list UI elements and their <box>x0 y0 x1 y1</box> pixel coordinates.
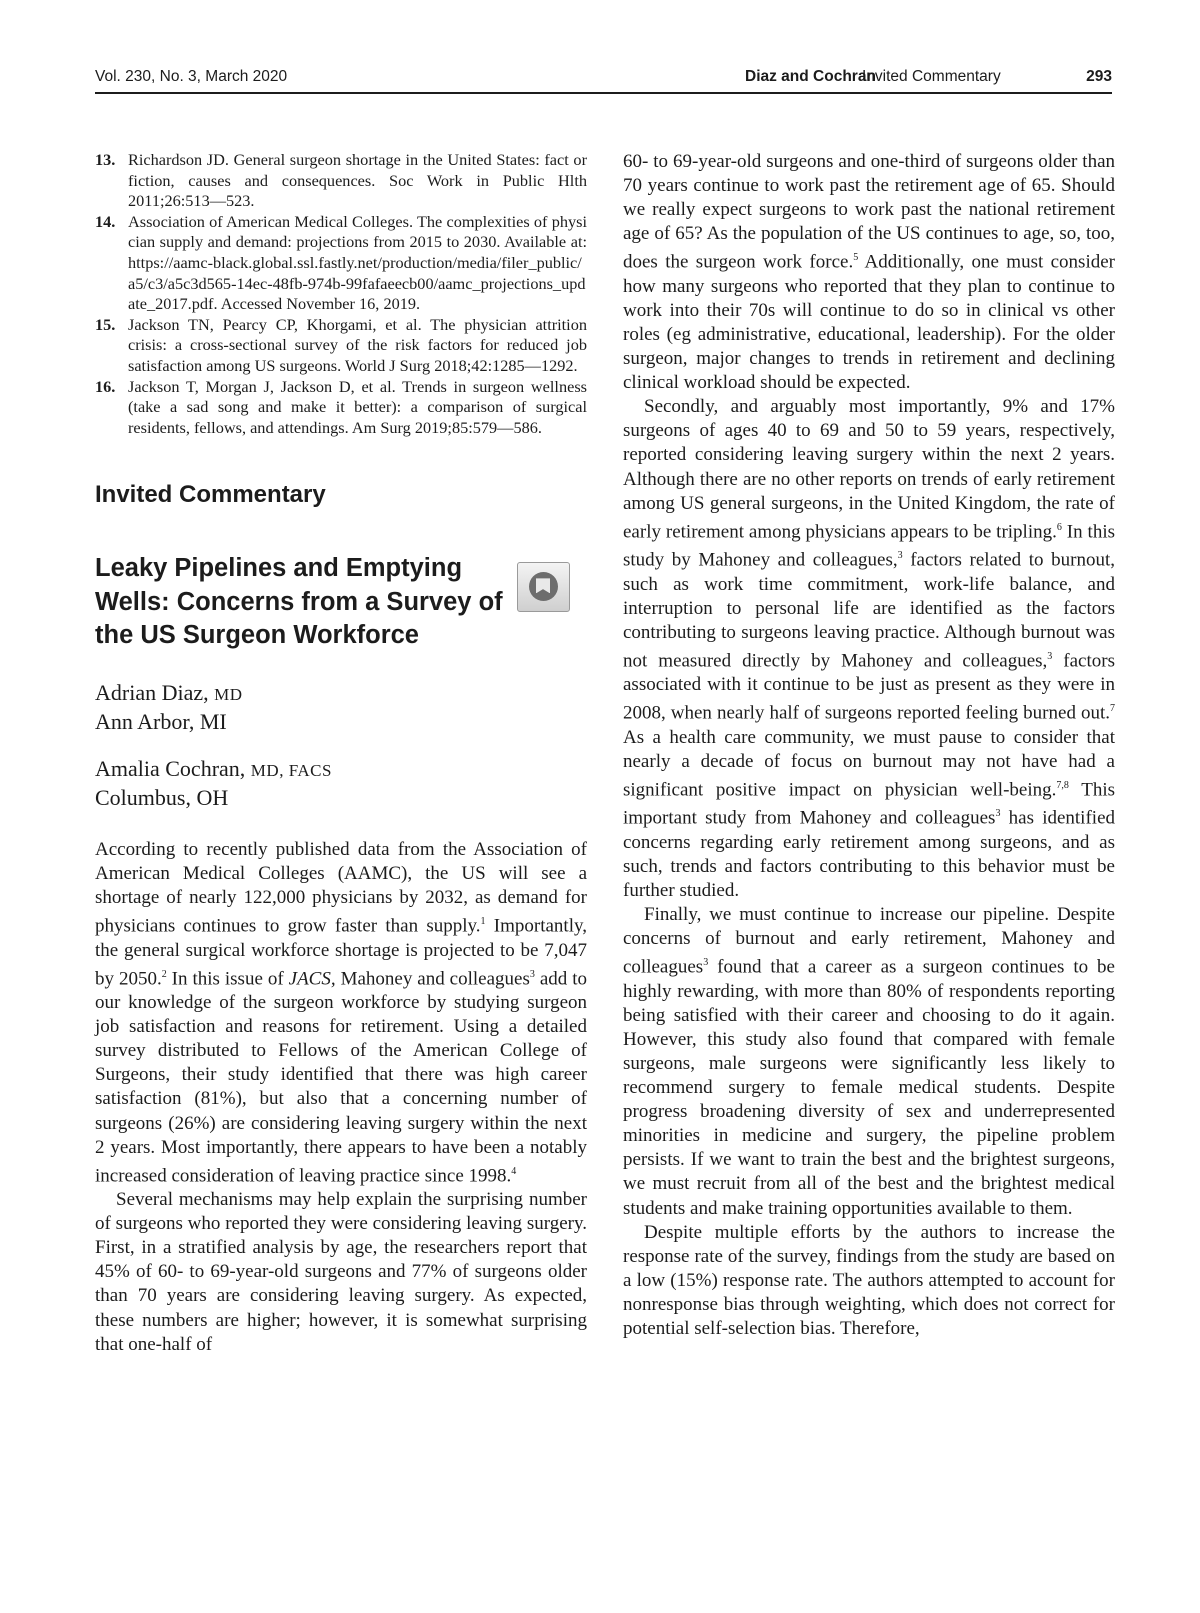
reference-item <box>95 150 587 212</box>
section-heading: Invited Commentary <box>95 481 326 509</box>
header-section: Invited Commentary <box>862 68 1001 85</box>
reference-list <box>95 150 587 438</box>
author-location: Ann Arbor, MI <box>95 709 227 735</box>
body-paragraph: 60- to 69-year-old surgeons and one-third of surgeons older than 70 years continue to work past the retirement age of 65. Should we really expect surgeons to work past the national retirement age of 65? As the population of the US continues to age, so, too, does the surgeon work force.$^5$ Additionally, one must consider how many surgeons who reported that they plan to continue to work into their 70s will continue to do so in clinical vs other roles (eg administrative, educational, leadership). For the older surgeon, major changes to trends in retirement and declining clinical workload should be expected. <box>623 151 1115 394</box>
author-block <box>95 755 587 812</box>
citation-superscript: 3 <box>529 968 535 980</box>
body-paragraph: Secondly, and arguably most importantly, 9% and 17% surgeons of ages 40 to 69 and 50 to 59 years, respectively, reported considering leaving surgery within the next 2 years. Although there are no other reports on trends of early retirement among US general surgeons, in the United Kingdom, the rate of early retirement among physicians appears to be tripling.$^6$ In this study by Mahoney and colleagues,$^3$ factors related to burnout, such as work time commitment, work-life balance, and interruption to personal life are identified as the factors contributing to surgeons leaving practice. Although burnout was not measured directly by Mahoney and colleagues,$^3$ factors associated with it continue to be just as present as they were in 2008, when nearly half of surgeons reported feeling burned out.$^7$ As a health care community, we must pause to consider that nearly a decade of focus on burnout may not have had a significant positive impact on physician well-being.$^{7,8}$ This important study from Mahoney and colleagues$^3$ has identified concerns regarding early retirement among surgeons, and as such, trends and factors contributing to this behavior must be further studied. <box>623 396 1116 902</box>
citation-superscript: 6 <box>1056 521 1062 533</box>
reference-text: Jackson TN, Pearcy CP, Khorgami, et al. The physician attrition crisis: a cross-sectional survey of the risk factors for reduced job satisfaction among US surgeons. World J Surg 2018;42:1285—1292. <box>128 314 587 375</box>
citation-superscript: 2 <box>161 968 167 980</box>
reference-number: 15. <box>95 314 116 334</box>
crossmark-button[interactable] <box>517 562 570 612</box>
reference-text: Richardson JD. General surgeon shortage in the United States: fact or fiction, causes and consequences. Soc Work in Public Hlth 2011;26:513—523. <box>128 150 587 211</box>
reference-text: Jackson T, Morgan J, Jackson D, et al. Trends in surgeon wellness (take a sad song and make it better): a comparison of surgical residents, fellows, and attendings. Am Surg 2019;85:579—586. <box>128 376 587 437</box>
author-location: Columbus, OH <box>95 785 229 811</box>
author-block <box>95 679 587 736</box>
body-paragraph: Finally, we must continue to increase our pipeline. Despite concerns of burnout and early retirement, Mahoney and colleagues$^3$ found that a career as a surgeon continues to be highly rewarding, with more than 80% of respondents reporting being satisfied with their career and choosing to do it again. However, this study also found that compared with female surgeons, male surgeons were significantly less likely to recommend surgery to female medical students. Despite progress broadening diversity of sex and underrepresented minorities in medicine and surgery, the pipeline problem persists. If we want to train the best and the brightest surgeons, we must recruit from all of the best and the brightest medical students and make training opportunities available to them. <box>623 904 1115 1219</box>
page-number: 293 <box>1086 68 1112 85</box>
body-paragraph: Despite multiple efforts by the authors to increase the response rate of the survey, findings from the study are based on a low (15%) response rate. The authors attempted to account for nonresponse bias through weighting, which does not correct for potential self-selection bias. Therefore, <box>623 1221 1115 1340</box>
reference-number: 16. <box>95 376 116 396</box>
left-column <box>95 150 587 1357</box>
reference-item <box>95 377 587 439</box>
bookmark-icon <box>529 572 558 601</box>
article-title: Leaky Pipelines and Emptying Wells: Concerns from a Survey of the US Surgeon Workforce <box>95 554 503 650</box>
citation-superscript: 3 <box>703 957 709 969</box>
reference-number: 14. <box>95 211 116 231</box>
citation-superscript: 1 <box>480 916 486 928</box>
citation-superscript: 3 <box>1047 650 1053 662</box>
journal-volume: Vol. 230, No. 3, March 2020 <box>95 68 288 85</box>
author-degrees: MD, FACS <box>250 760 332 780</box>
citation-superscript: 7,8 <box>1056 779 1069 791</box>
reference-number: 13. <box>95 150 116 169</box>
running-header <box>95 66 1112 94</box>
reference-text: Association of American Medical Colleges. The complexities of physician supply and demand: projections from 2015 to 2030. Available at: https://aamc-black.global.ssl.fastly.net/production/media/filer_public/a5/c3/a5c3d565-14ec-48fb-974b-99fafaeecb00/aamc_projections_update_2017.pdf. Accessed November 16, 2019. <box>128 211 587 314</box>
citation-superscript: 4 <box>511 1165 517 1177</box>
author-degrees: MD <box>214 684 243 704</box>
right-column <box>623 150 1115 1341</box>
citation-superscript: 7 <box>1110 703 1115 715</box>
citation-superscript: 3 <box>897 550 903 562</box>
journal-name: JACS, <box>288 967 336 989</box>
body-paragraph: According to recently published data from the Association of American Medical Colleges (AAMC), the US will see a shortage of nearly 122,000 physicians by 2032, as demand for physicians continues to grow faster than supply.$^1$ Importantly, the general surgical workforce shortage is projected to be 7,047 by 2050.$^2$ In this issue of JACS, Mahoney and colleagues$^3$ add to our knowledge of the surgeon workforce by studying surgeon job satisfaction and reasons for retirement. Using a detailed survey distributed to Fellows of the American College of Surgeons, their study identified that there was high career satisfaction (81%), but also that a concerning number of surgeons (26%) are considering leaving surgery within the next 2 years. Most importantly, there appears to have been a notably increased consideration of leaving practice since 1998.$^4$ <box>95 838 588 1187</box>
article-title-block <box>95 552 535 653</box>
author-name: Amalia Cochran, <box>95 755 246 781</box>
author-name: Adrian Diaz, <box>95 679 209 705</box>
header-authors: Diaz and Cochran <box>745 68 876 85</box>
reference-item <box>95 315 587 377</box>
citation-superscript: 5 <box>853 252 859 264</box>
reference-item <box>95 212 587 315</box>
body-paragraph: Several mechanisms may help explain the surprising number of surgeons who reported they were considering leaving surgery. First, in a stratified analysis by age, the researchers report that 45% of 60- to 69-year-old surgeons and 77% of surgeons older than 70 years are considering leaving surgery. As expected, these numbers are higher; however, it is somewhat surprising that one-half of <box>95 1189 587 1355</box>
citation-superscript: 3 <box>995 808 1001 820</box>
